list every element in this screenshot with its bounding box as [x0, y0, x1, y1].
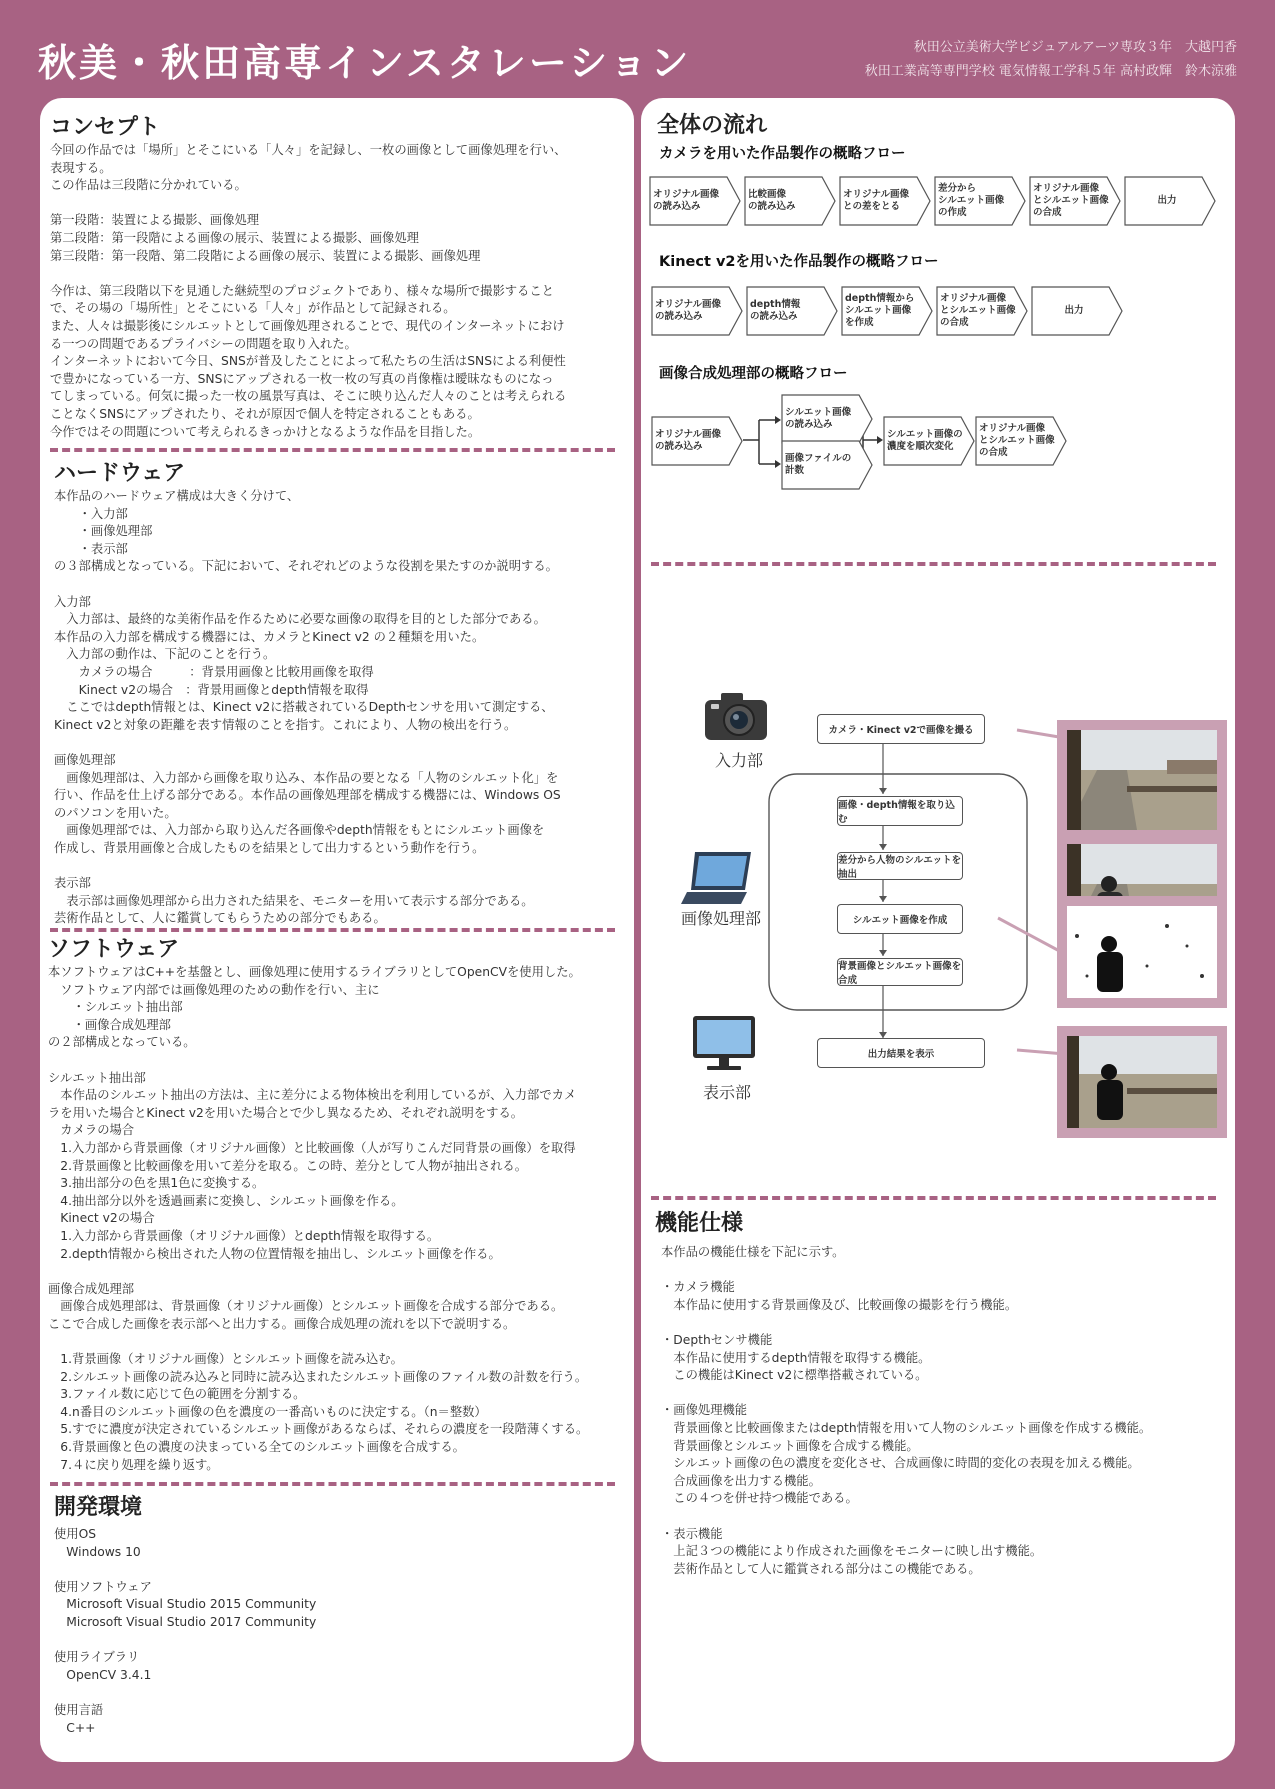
camera-flow-title: カメラを用いた作品製作の概略フロー	[659, 146, 906, 162]
flow-step	[841, 286, 933, 336]
flow-step	[936, 286, 1028, 336]
divider	[50, 928, 615, 932]
photo-frame-output	[1057, 1026, 1227, 1138]
flow-step	[934, 176, 1026, 226]
flow-step	[781, 394, 873, 444]
flow-step-label: オリジナル画像 とシルエット画像 の合成	[979, 423, 1055, 458]
authors	[865, 36, 1237, 84]
flow-step-label: オリジナル画像 とシルエット画像 の合成	[1033, 183, 1109, 218]
flow-step	[744, 176, 836, 226]
system-diagram	[641, 618, 1235, 1238]
spec-section	[655, 1210, 1225, 1578]
background-photo-image	[1067, 730, 1217, 830]
spec-text: 本作品の機能仕様を下記に示す。 ・カメラ機能 本作品に使用する背景画像及び、比較画像の撮影を行う機能。 ・Depthセンサ機能 本作品に使用するdepth情報を取得する機能。 この機能はKinect v2に標準搭載されている。 ・画像処理機能 背景画像と比較画像またはdepth情報を用いて人物のシルエット画像を作成する機能。 背景画像とシルエット画像を合成する機能。 シルエット画像の色の濃度を変化させ、合成画像に時間的変化の表現を加える機能。 合成画像を出力する機能。 この４つを併せ持つ機能である。 ・表示機能 上記３つの機能により作成された画像をモニターに映し出す機能。 芸術作品として人に鑑賞される部分はこの機能である。	[661, 1245, 1152, 1576]
flow-step-label: 画像ファイルの 計数	[785, 453, 852, 476]
spec-title: 機能仕様	[655, 1211, 744, 1236]
divider	[651, 1196, 1216, 1200]
flow-step-label: 比較画像 の読み込み	[748, 189, 796, 212]
flow-step-label: オリジナル画像 の読み込み	[655, 429, 722, 452]
silhouette-photo-image	[1067, 906, 1217, 998]
devenv-text: 使用OS Windows 10 使用ソフトウェア Microsoft Visual Studio 2015 Community Microsoft Visual Studio 2017 Community 使用ライブラリ OpenCV 3.4.1 使用言語 C++	[54, 1527, 317, 1735]
flow-step-label: シルエット画像の 濃度を順次変化	[887, 429, 963, 452]
camera-flow-diagram	[649, 176, 1229, 228]
device-label-processing: 画像処理部	[681, 909, 762, 928]
device-label-display: 表示部	[703, 1083, 752, 1102]
flow-step-label: オリジナル画像 との差をとる	[843, 189, 910, 212]
flow-step-label: オリジナル画像 とシルエット画像 の合成	[940, 293, 1016, 328]
device-label-input: 入力部	[715, 751, 764, 770]
author-line-2: 秋田工業高等専門学校 電気情報工学科５年 高村政輝 鈴木涼雅	[864, 64, 1237, 79]
flow-step	[883, 416, 975, 466]
kinect-flow-diagram	[651, 286, 1231, 338]
poster-title: 秋美・秋田高専インスタレーション	[38, 41, 692, 85]
author-line-1: 秋田公立美術大学ビジュアルアーツ専攻３年 大越円香	[913, 40, 1237, 55]
divider	[50, 448, 615, 452]
software-section	[48, 936, 628, 1474]
step-capture: カメラ・Kinect v2で画像を撮る	[817, 714, 985, 744]
step-load: 画像・depth情報を取り込む	[837, 796, 963, 826]
hardware-text: 本作品のハードウェア構成は大きく分けて、 ・入力部 ・画像処理部 ・表示部 の３部構成となっている。下記において、それぞれどのような役割を果たすのか説明する。 入力部 入力部は、最終的な美術作品を作るために必要な画像の取得を目的とした部分である。 本作品の入力部を構成する機器には、カメラとKinect v2 の２種類を用いた。 入力部の動作は、下記のことを行う。 カメラの場合 ：背景用画像と比較用画像を取得 Kinect v2の場合 ：背景用画像とdepth情報を取得 ここではdepth情報とは、Kinect v2に搭載されているDepthセンサを用いて測定する、 Kinect v2と対象の距離を表す情報のことを指す。これにより、人物の検出を行う。 画像処理部 画像処理部は、入力部から画像を取り込み、本作品の要となる「人物のシルエット化」を 行い、作品を仕上げる部分である。本作品の画像処理部を構成する機器には、Windows OS のパソコンを用いた。 画像処理部では、入力部から取り込んだ各画像やdepth情報をもとにシルエット画像を 作成し、背景用画像と合成したものを結果として出力するという動作を行う。 表示部 表示部は画像処理部から出力された結果を、モニターを用いて表示する部分である。 芸術作品として、人に鑑賞してもらうための部分でもある。	[54, 489, 561, 926]
flow-step	[649, 176, 741, 226]
flow-step-label: 出力	[1157, 195, 1177, 206]
flow-step	[975, 416, 1067, 466]
camera-icon	[703, 690, 769, 744]
flow-step-label: depth情報から シルエット画像 を作成	[845, 293, 915, 328]
monitor-icon	[691, 1014, 757, 1072]
concept-text: 今回の作品では「場所」とそこにいる「人々」を記録し、一枚の画像として画像処理を行い、 表現する。 この作品は三段階に分かれている。 第一段階：装置による撮影、画像処理 第二段階：第一段階による画像の展示、装置による撮影、画像処理 第三段階：第一段階、第二段階による画像の展示、装置による撮影、画像処理 今作は、第三段階以下を見通した継続型のプロジェクトであり、様々な場所で撮影すること で、その場の「場所性」とそこにいる「人々」が作品として記録される。 また、人々は撮影後にシルエットとして画像処理されることで、現代のインターネットにおけ る一つの問題であるプライバシーの問題を取り入れた。 インターネットにおいて今日、SNSが普及したことによって私たちの生活はSNSによる利便性 で豊かになっている一方、SNSにアップされる一枚一枚の写真の肖像権は曖昧なものになっ てしまっている。何気に撮った一枚の風景写真は、そこに映り込んだ人々のことは考えられる ことなくSNSにアップされたり、それが原因で個人を特定されることもある。 今作ではその問題について考えられるきっかけとなるような作品を目指した。	[50, 143, 567, 439]
hardware-title: ハードウェア	[54, 461, 186, 486]
step-output: 出力結果を表示	[817, 1038, 985, 1068]
flow-step-label: オリジナル画像 の読み込み	[655, 299, 722, 322]
flow-step	[1029, 176, 1121, 226]
flow-step-label: 差分から シルエット画像 の作成	[938, 183, 1005, 218]
flow-section-title	[657, 112, 767, 140]
concept-title: コンセプト	[50, 115, 161, 140]
flow-step	[839, 176, 931, 226]
software-text: 本ソフトウェアはC++を基盤とし、画像処理に使用するライブラリとしてOpenCVを使用した。 ソフトウェア内部では画像処理のための動作を行い、主に ・シルエット抽出部 ・画像合成処理部 の２部構成となっている。 シルエット抽出部 本作品のシルエット抽出の方法は、主に差分による物体検出を利用しているが、入力部でカメ ラを用いた場合とKinect v2を用いた場合とで少し異なるため、それぞれ説明をする。 カメラの場合 1.入力部から背景画像（オリジナル画像）と比較画像（人が写りこんだ同背景の画像）を取得 2.背景画像と比較画像を用いて差分を取る。この時、差分として人物が抽出される。 3.抽出部分の色を黒1色に変換する。 4.抽出部分以外を透過画素に変換し、シルエット画像を作る。 Kinect v2の場合 1.入力部から背景画像（オリジナル画像）とdepth情報を取得する。 2.depth情報から検出された人物の位置情報を抽出し、シルエット画像を作る。 画像合成処理部 画像合成処理部は、背景画像（オリジナル画像）とシルエット画像を合成する部分である。 ここで合成した画像を表示部へと出力する。画像合成処理の流れを以下で説明する。 1.背景画像（オリジナル画像）とシルエット画像を読み込む。 2.シルエット画像の読み込みと同時に読み込まれたシルエット画像のファイル数の計数を行う。 3.ファイル数に応じて色の範囲を分割する。 4.n番目のシルエット画像の色を濃度の一番高いものに決定する。（n＝整数） 5.すでに濃度が決定されているシルエット画像があるならば、それらの濃度を一段階薄くする。 6.背景画像と色の濃度の決まっている全てのシルエット画像を合成する。 7.４に戻り処理を繰り返す。	[48, 965, 589, 1472]
step-extract: 差分から人物のシルエットを抽出	[837, 852, 963, 880]
flow-step-label: depth情報 の読み込み	[750, 299, 801, 322]
step-compose: 背景画像とシルエット画像を合成	[837, 958, 963, 986]
divider	[651, 562, 1216, 566]
flow-title: 全体の流れ	[657, 113, 768, 138]
photo-frame-silhouette	[1057, 896, 1227, 1008]
flow-step	[651, 416, 743, 466]
flow-step	[781, 440, 873, 490]
flow-step	[651, 286, 743, 336]
flow-step-label: オリジナル画像 の読み込み	[653, 189, 720, 212]
flow-step-label: 出力	[1064, 305, 1084, 316]
flow-step	[1124, 176, 1216, 226]
hardware-section	[54, 460, 624, 928]
flow-step-label: シルエット画像 の読み込み	[785, 407, 852, 430]
devenv-section	[54, 1494, 624, 1737]
kinect-flow-title: Kinect v2を用いた作品製作の概略フロー	[659, 254, 939, 270]
devenv-title: 開発環境	[54, 1495, 143, 1520]
flow-step	[1031, 286, 1123, 336]
right-panel	[641, 98, 1235, 1762]
compose-flow-title: 画像合成処理部の概略フロー	[659, 366, 848, 382]
step-silhouette: シルエット画像を作成	[837, 904, 963, 934]
divider	[50, 1482, 615, 1486]
software-title: ソフトウェア	[48, 937, 180, 962]
left-panel	[40, 98, 634, 1762]
compose-flow-diagram	[651, 394, 1231, 494]
laptop-icon	[681, 850, 755, 906]
concept-section	[50, 114, 620, 441]
output-photo-image	[1067, 1036, 1217, 1128]
flow-step	[746, 286, 838, 336]
